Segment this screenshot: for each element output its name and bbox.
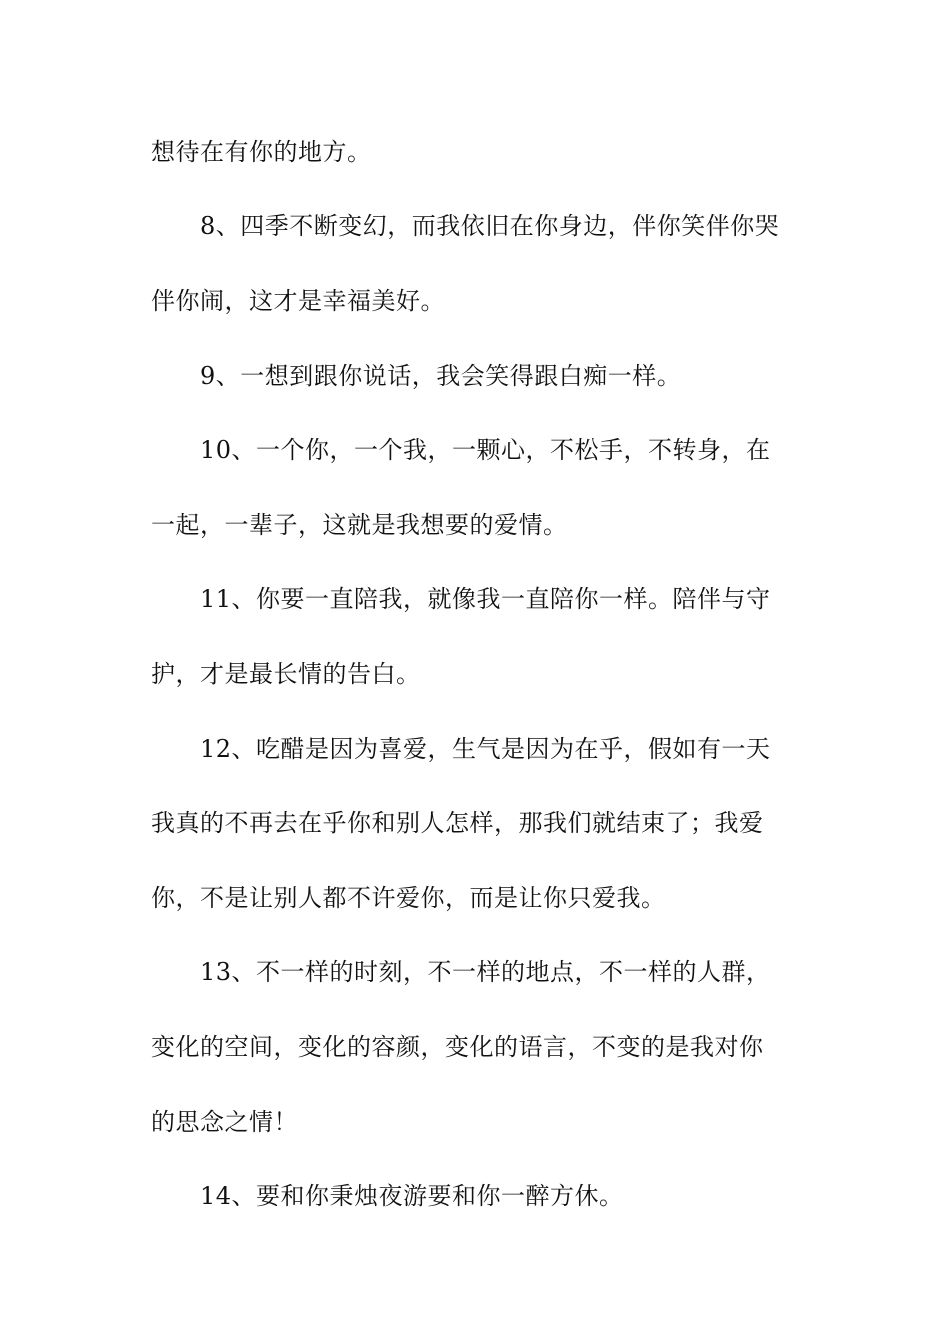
text-line: 护，才是最长情的告白。 (151, 660, 421, 688)
text-line: 10、一个你，一个我，一颗心，不松手，不转身，在 (200, 436, 771, 464)
text-line: 12、吃醋是因为喜爱，生气是因为在乎，假如有一天 (200, 735, 771, 763)
text-line: 想待在有你的地方。 (151, 138, 372, 166)
text-line: 14、要和你秉烛夜游要和你一醉方休。 (200, 1182, 624, 1210)
text-line: 11、你要一直陪我，就像我一直陪你一样。陪伴与守 (200, 585, 771, 613)
text-line: 9、一想到跟你说话，我会笑得跟白痴一样。 (200, 362, 682, 390)
text-line: 13、不一样的时刻，不一样的地点，不一样的人群， (200, 958, 771, 986)
text-line: 的思念之情！ (151, 1108, 298, 1136)
text-line: 我真的不再去在乎你和别人怎样，那我们就结束了；我爱 (151, 809, 764, 837)
text-line: 变化的空间，变化的容颜，变化的语言，不变的是我对你 (151, 1033, 764, 1061)
text-line: 8、四季不断变幻，而我依旧在你身边，伴你笑伴你哭 (200, 212, 780, 240)
text-line: 你，不是让别人都不许爱你，而是让你只爱我。 (151, 884, 666, 912)
text-line: 伴你闹，这才是幸福美好。 (151, 287, 445, 315)
text-line: 一起，一辈子，这就是我想要的爱情。 (151, 511, 568, 539)
